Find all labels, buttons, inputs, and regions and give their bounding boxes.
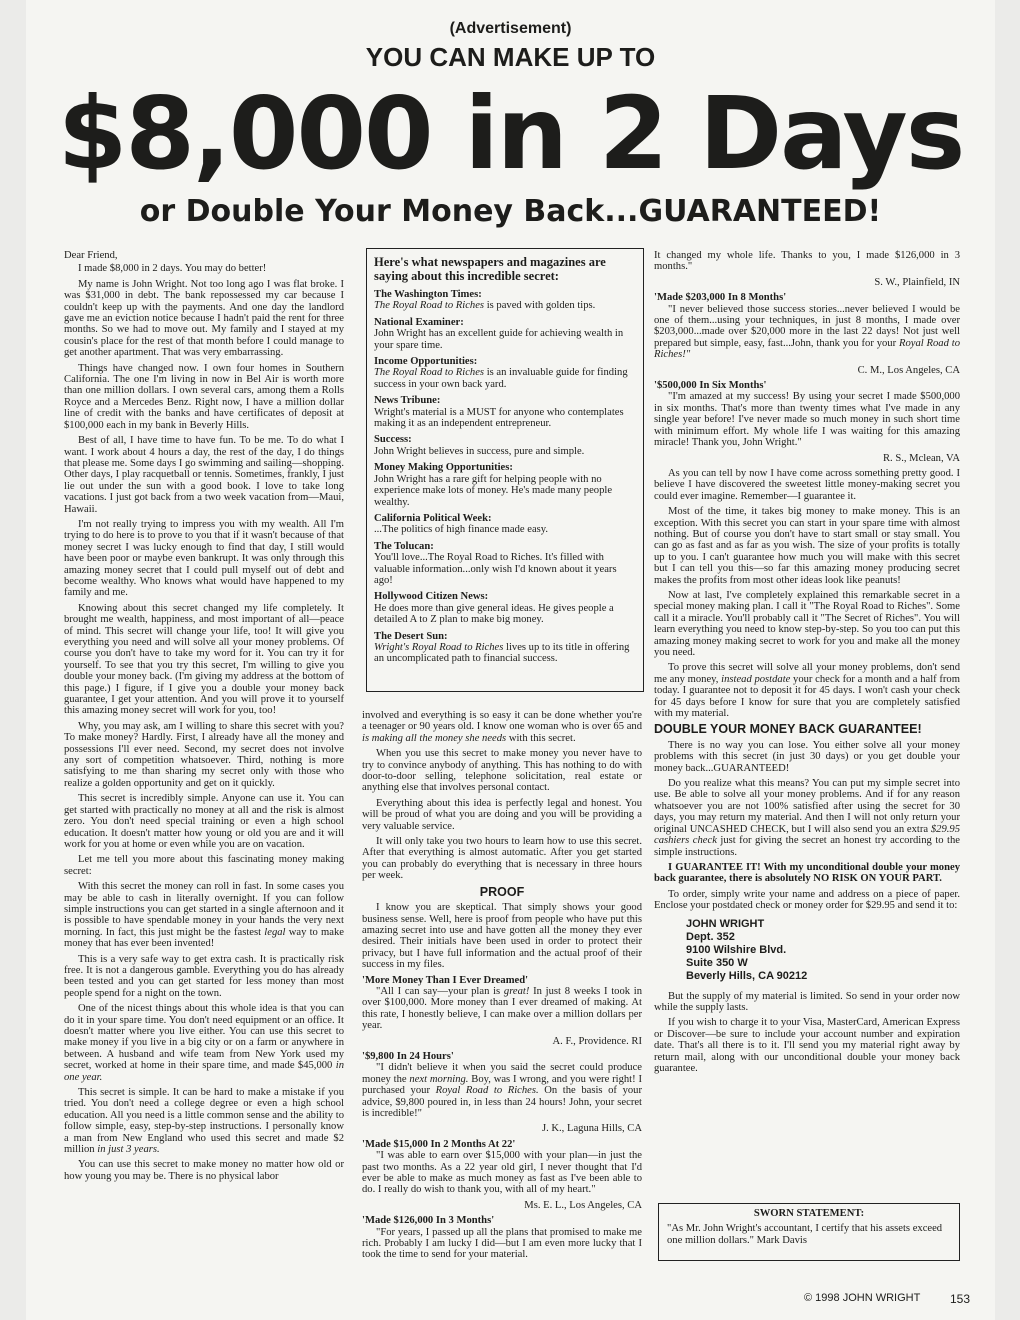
testimonial-signature: C. M., Los Angeles, CA bbox=[857, 364, 960, 376]
paragraph: Everything about this idea is perfectly legal and honest. You will be proud of what you are doing and you will be providing a very valuable service. bbox=[362, 797, 642, 832]
press-quote-source: Money Making Opportunities: bbox=[374, 462, 513, 474]
paragraph: This secret is incredibly simple. Anyone can use it. You can get started with practically no money at all and the risk is almost zero. You don't need special training or even a high school education. It doesn't matter how young or old you are and it will work for you at home or even while you are on vacation. bbox=[64, 793, 344, 850]
press-quote-source: Success: bbox=[374, 434, 412, 446]
press-quote-text: John Wright has an excellent guide for achieving wealth in your spare time. bbox=[374, 328, 624, 351]
testimonial-signature: S. W., Plainfield, IN bbox=[874, 276, 960, 288]
press-quote-source: The Washington Times: bbox=[374, 289, 482, 300]
paragraph: My name is John Wright. Not too long ago I was flat broke. I was $31,000 in debt. The bank repossessed my car because I couldn't keep up with the payments. And one day the landlord gave me an eviction notice because I hadn't paid the rent for three months. So we had to move out. My family and I stayed at my cousin's place for the rest of that month before I could manage to get another apartment. That was very embarrassing. bbox=[64, 278, 344, 359]
column-middle bbox=[362, 710, 642, 1265]
headline-intro: YOU CAN MAKE UP TO bbox=[365, 42, 656, 72]
mailing-address bbox=[686, 918, 960, 983]
paragraph: If you wish to charge it to your Visa, MasterCard, American Express or Discover—be sure to include your account number and expiration date. That's all there is to it. I'll send you my material right away by return mail, along with our unconditional double your money back guarantee. bbox=[654, 1017, 960, 1074]
paragraph: There is no way you can lose. You either solve all your money problems with this secret (in just 30 days) or you get double your money back...GUARANTEED! bbox=[654, 739, 960, 774]
paragraph: Why, you may ask, am I willing to share this secret with you? To make money? Hardly. First, I already have all the money and possessions I'll ever need. Second, my secret does not involve any sort of competition whatsoever. Third, nothing is more satisfying to me than sharing my secret only with those who realize a golden opportunity and get on it quickly. bbox=[64, 720, 344, 789]
testimonial-signature: A. F., Providence. RI bbox=[552, 1035, 642, 1047]
guarantee-heading: DOUBLE YOUR MONEY BACK GUARANTEE! bbox=[654, 722, 922, 737]
testimonial-text: It changed my whole life. Thanks to you, I made $126,000 in 3 months." bbox=[654, 250, 960, 273]
proof-heading: PROOF bbox=[479, 884, 525, 899]
paragraph: I'm not really trying to impress you with my wealth. All I'm trying to do here is to prove to you that if it wasn't because of that money secret I was lucky enough to find that day, I still would have been poor or maybe even bankrupt. It was only through this amazing money secret that I could pull myself out of debt and become wealthy. Who knows what would have happened to my family and me. bbox=[64, 518, 344, 599]
press-quote-source: Income Opportunities: bbox=[374, 356, 478, 368]
press-quotes-box bbox=[366, 248, 644, 692]
subheadline: or Double Your Money Back...GUARANTEED! bbox=[139, 194, 882, 229]
press-quote-source: National Examiner: bbox=[374, 316, 464, 328]
paragraph: As you can tell by now I have come across something pretty good. I believe I have discovered the sweetest little money-making secret you could ever imagine. Remember—I guarantee it. bbox=[654, 467, 960, 502]
paragraph: Now at last, I've completely explained this remarkable secret in a special money making plan. I call it "The Royal Road to Riches". Some call it a miracle. You'll probably call it "The Secret of Riches". You will learn everything you need to know step-by-step. So you too can put this amazing money making secret to work for you and make all the money you need. bbox=[654, 589, 960, 658]
paragraph: I know you are skeptical. That simply shows your good business sense. Well, here is proof from people who have put this amazing secret into use and have gotten all the money they ever desired. Their initials have been used in order to protect their privacy, but I have full information and the actual proof of their success in my files. bbox=[362, 902, 642, 971]
press-quote-source: News Tribune: bbox=[374, 395, 441, 407]
address-line: JOHN WRIGHT bbox=[686, 917, 765, 930]
emphasis: great! bbox=[503, 985, 530, 997]
testimonial-title: 'Made $126,000 In 3 Months' bbox=[362, 1215, 495, 1227]
press-quotes-list bbox=[374, 289, 636, 665]
headline: $8,000 in 2 Days bbox=[57, 75, 964, 192]
guarantee-statement: I GUARANTEE IT! With my unconditional double your money back guarantee, there is absolutely NO RISK ON YOUR PART. bbox=[654, 861, 960, 885]
column-left bbox=[64, 250, 344, 1186]
testimonial-signature: R. S., Mclean, VA bbox=[882, 452, 960, 464]
press-quote-text: The Royal Road to Riches is paved with golden tips. bbox=[374, 300, 596, 312]
sworn-statement-text: "As Mr. John Wright's accountant, I certify that his assets exceed one million dollars." Mark Davis bbox=[667, 1223, 943, 1246]
press-quote-source: California Political Week: bbox=[374, 512, 492, 524]
emphasis: Royal Road to Riches. bbox=[435, 1085, 539, 1097]
press-quote-text: John Wright believes in success, pure and simple. bbox=[374, 445, 585, 457]
testimonial-text: "I was able to earn over $15,000 with your plan—in just the past two months. As a 22 year old girl, I never thought that I'd ever be able to make as much money as fast as I've been able to do. I really do wish to thank you, with all of my heart." bbox=[362, 1150, 642, 1196]
press-quote-source: The Desert Sun: bbox=[374, 630, 448, 642]
testimonial-title: 'Made $15,000 In 2 Months At 22' bbox=[362, 1138, 516, 1150]
paragraph: When you use this secret to make money you never have to try to convince anybody of anything. This has nothing to do with door-to-door selling, telephone solicitation, real estate or anything else that involves personal contact. bbox=[362, 748, 642, 794]
press-quote-text: The Royal Road to Riches is an invaluable guide for finding success in your own back yard. bbox=[374, 367, 628, 390]
testimonial-title: 'Made $203,000 In 8 Months' bbox=[654, 292, 787, 304]
emphasis: next morning. bbox=[409, 1073, 469, 1085]
paragraph: To order, simply write your name and address on a piece of paper. Enclose your postdated check or money order for $29.95 and send it to: bbox=[654, 888, 960, 912]
testimonial-title: 'More Money Than I Ever Dreamed' bbox=[362, 974, 529, 986]
paragraph: With this secret the money can roll in fast. In some cases you may be able to cash in literally overnight. If you can follow simple instructions you can get started in a single afternoon and it is possible to have spendable money in your hands the very next morning. In fact, this just might be the fastest legal way to make money that has ever been invented! bbox=[64, 881, 344, 950]
press-quote-text: You'll love...The Royal Road to Riches. It's filled with valuable information...only wish I'd known about it years ago! bbox=[374, 552, 617, 586]
paragraph: But the supply of my material is limited. So send in your order now while the supply lasts. bbox=[654, 990, 960, 1013]
testimonial-text: "I'm amazed at my success! By using your secret I made $500,000 in six months. That's more than twenty times what I've made in any single year before! I've never made so much money in such short time with minimum effort. My whole life I was waiting for this amazing miracle! Thank you, John Wright." bbox=[654, 391, 960, 449]
testimonial-text: "For years, I passed up all the plans that promised to make me rich. Probably I am lucky I did—but I am even more lucky that I took the time to send for your material. bbox=[362, 1226, 642, 1261]
emphasis: The Royal Road to Riches bbox=[374, 300, 485, 312]
sworn-statement-title: SWORN STATEMENT: bbox=[753, 1208, 865, 1219]
testimonial-text: "I didn't believe it when you said the secret could produce money the next morning. Boy, was I wrong, and you were right! I purchased your Royal Road to Riches. On the basis of your advice, $9,800 poured in, in less than 24 hours! John, your secret is incredible!" bbox=[362, 1062, 642, 1119]
ad-page bbox=[26, 0, 995, 1320]
press-quote-text: John Wright has a rare gift for helping people with no experience make lots of money. He's made many people wealthy. bbox=[374, 473, 613, 508]
testimonial-signature: J. K., Laguna Hills, CA bbox=[541, 1123, 642, 1135]
press-quotes-heading: Here's what newspapers and magazines are saying about this incredible secret: bbox=[374, 255, 606, 283]
copyright-notice: © 1998 JOHN WRIGHT bbox=[804, 1292, 921, 1304]
paragraph: involved and everything is so easy it can be done whether you're a teenager or 90 years old. I know one woman who is over 65 and is making all the money she needs with this secret. bbox=[362, 710, 642, 744]
paragraph: This is a very safe way to get extra cash. It is practically risk free. It is not a dangerous gamble. Everything you do has already been tested and you can get started for less money than most people spend for a night on the town. bbox=[64, 953, 344, 999]
emphasis: in just 3 years. bbox=[97, 1144, 160, 1156]
emphasis: legal bbox=[264, 926, 286, 938]
emphasis: instead postdate bbox=[721, 673, 791, 685]
press-quote-source: Hollywood Citizen News: bbox=[374, 591, 489, 603]
page-number: 153 bbox=[950, 1292, 971, 1306]
salutation: Dear Friend, bbox=[64, 250, 118, 261]
paragraph: To prove this secret will solve all your money problems, don't send me any money, instead postdate your check for a month and a half from today. I guarantee not to deposit it for 45 days. I won't cash your check for 45 days before I know for sure that you are completely satisfied with my material. bbox=[654, 662, 960, 720]
paragraph: Best of all, I have time to have fun. To be me. To do what I want. I work about 4 hours a day, the rest of the day, I do things that please me. Some days I go swimming and sailing—shopping. Other days, I play racquetball or tennis. Sometimes, frankly, I just lie out under the sun with a good book. I love to take long vacations. I just got back from a two week vacation from—Maui, Hawaii. bbox=[64, 435, 344, 515]
emphasis: The Royal Road to Riches bbox=[374, 367, 485, 379]
testimonial-signature: Ms. E. L., Los Angeles, CA bbox=[524, 1199, 642, 1211]
emphasis: in one year. bbox=[64, 1060, 344, 1083]
advertisement-label: (Advertisement) bbox=[449, 20, 572, 37]
emphasis: Wright's Royal Road to Riches bbox=[374, 641, 504, 653]
column-right bbox=[654, 250, 960, 1078]
paragraph: This secret is simple. It can be hard to make a mistake if you tried. You don't need a college degree or even a high school education. All you need is a little common sense and the ability to follow simple, easy, step-by-step instructions. I personally know a man from New England who used this secret and made $2 million in just 3 years. bbox=[64, 1087, 344, 1156]
address-line: 9100 Wilshire Blvd. bbox=[686, 943, 787, 956]
testimonial-title: '$500,000 In Six Months' bbox=[654, 380, 767, 392]
address-line: Dept. 352 bbox=[686, 930, 735, 943]
paragraph: Do you realize what this means? You can put my simple secret into use. Be able to solve all your money problems. And if for any reason whatsoever you are not 100% satisfied after using the secret for 30 days, you may return my material. And then I will not only return your original UNCASHED CHECK, but I will also send you an extra $29.95 cashiers check just for giving the secret an honest try according to the simple instructions. bbox=[654, 778, 960, 858]
address-line: Suite 350 W bbox=[686, 956, 748, 969]
paragraph: You can use this secret to make money no matter how old or how young you may be. There is no physical labor bbox=[64, 1159, 344, 1182]
paragraph: One of the nicest things about this whole idea is that you can do it in your spare time. You don't need equipment or an office. It doesn't matter where you live either. You can use this secret to make money if you live in a big city or on a farm or anywhere in between. A husband and wife team from New York used my secret, worked at home in their spare time, and made $45,000 in one year. bbox=[64, 1003, 344, 1083]
paragraph: It will only take you two hours to learn how to use this secret. After that everything is almost automatic. After you get started you can probably do everything that is necessary in three hours per week. bbox=[362, 836, 642, 882]
paragraph: Knowing about this secret changed my life completely. It brought me wealth, happiness, and most important of all—peace of mind. This secret will change your life, too! It will give you everything you need and will solve all your money problems. Of course you don't have to take my word for it. You can try it for yourself. To see that you try this secret, I'm willing to give you double your money back. (I'm giving my address at the bottom of this page.) I figure, if I give you a double your money back guarantee, I get your attention. And you will prove it to yourself this amazing money secret will work for you, too! bbox=[64, 602, 344, 717]
testimonial-title: '$9,800 In 24 Hours' bbox=[362, 1050, 454, 1062]
paragraph: Let me tell you more about this fascinating money making secret: bbox=[64, 854, 344, 877]
testimonial-text: "I never believed those success stories...never believed I would be one of them...using your techniques, in just 8 months, I made over $203,000...made over $20,000 more in the last 22 days! Not just well prepared but simple, easy, fast...John, thank you for your Royal Road to Riches!" bbox=[654, 303, 960, 361]
paragraph: Most of the time, it takes big money to make money. This is an exception. With this secret you can start in your spare time with almost nothing. But of course you don't have to start small or stay small. You can go as fast and as far as you wish. The size of your profits is totally up to you. I can't guarantee how much you will make with this secret but I can tell you this—so far this amazing money producing secret makes the profits from most other ideas look like peanuts! bbox=[654, 506, 960, 586]
press-quote-text: ...The politics of high finance made easy. bbox=[374, 524, 549, 536]
press-quote-text: Wright's Royal Road to Riches lives up to its title in offering an uncomplicated path to financial success. bbox=[374, 641, 630, 665]
press-quote-text: He does more than give general ideas. He gives people a detailed A to Z plan to make big money. bbox=[374, 602, 614, 626]
emphasis: is making all the money she needs bbox=[362, 732, 507, 744]
sworn-statement-box bbox=[658, 1203, 960, 1261]
press-quote-text: Wright's material is a MUST for anyone who contemplates making it as an independent entrepreneur. bbox=[374, 406, 624, 430]
emphasis: $29.95 cashiers check bbox=[654, 823, 960, 847]
paragraph: Things have changed now. I own four homes in Southern California. The one I'm living in now in Bel Air is worth more than one million dollars. I own several cars, among them a Rolls Royce and a Mercedes Benz. Right now, I have a million dollar line of credit with the banks and have certificates of deposit at $100,000 each in my bank in Beverly Hills. bbox=[64, 362, 344, 431]
paragraph: I made $8,000 in 2 days. You may do better! bbox=[78, 263, 267, 275]
testimonial-text: "All I can say—your plan is great! In just 8 weeks I took in over $100,000. More money than I ever dreamed of making. At this rate, I honestly believe, I can make over a million dollars per year. bbox=[362, 985, 643, 1032]
press-quote-source: The Tolucan: bbox=[374, 540, 434, 552]
address-line: Beverly Hills, CA 90212 bbox=[686, 969, 808, 982]
emphasis: Royal Road to Riches!" bbox=[654, 337, 960, 361]
